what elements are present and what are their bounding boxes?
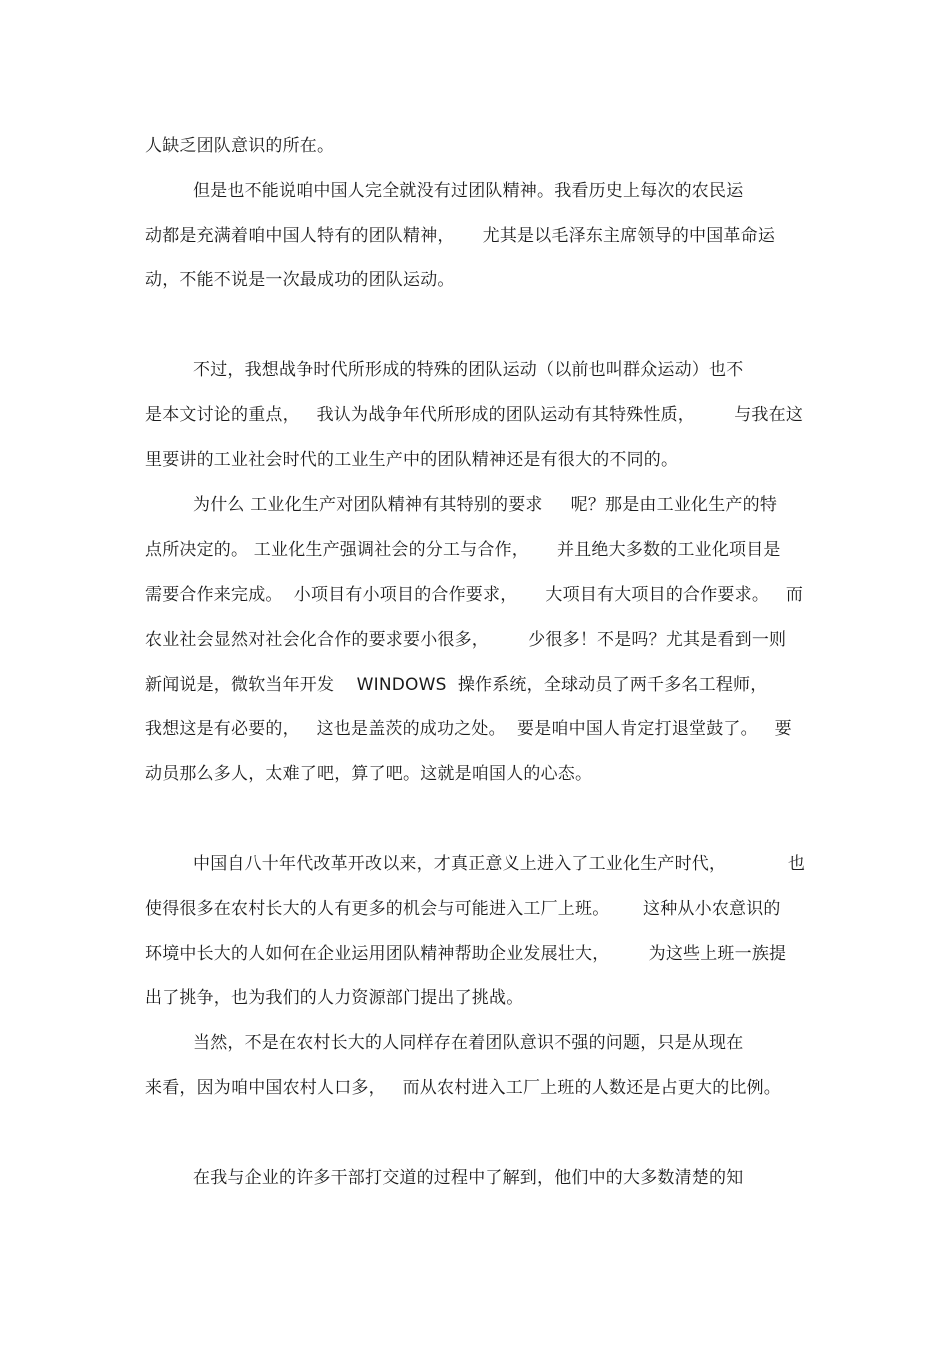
text-line: 使得很多在农村长大的人有更多的机会与可能进入工厂上班。 这种从小农意识的 xyxy=(145,899,781,919)
text-line: 但是也不能说咱中国人完全就没有过团队精神。我看历史上每次的农民运 xyxy=(193,181,744,201)
text-line: 动都是充满着咱中国人特有的团队精神， 尤其是以毛泽东主席领导的中国革命运 xyxy=(145,226,776,246)
text-line: 农业社会显然对社会化合作的要求要小很多， 少很多！不是吗？尤其是看到一则 xyxy=(145,630,787,650)
text-line: 不过，我想战争时代所形成的特殊的团队运动（以前也叫群众运动）也不 xyxy=(193,360,744,380)
text-line: 动员那么多人，太难了吧，算了吧。这就是咱国人的心态。 xyxy=(145,764,593,784)
text-line: 里要讲的工业社会时代的工业生产中的团队精神还是有很大的不同的。 xyxy=(145,450,679,470)
text-line: 我想这是有必要的， 这也是盖茨的成功之处。 要是咱中国人肯定打退堂鼓了。 要 xyxy=(145,719,792,739)
text-line: 中国自八十年代改革开改以来，才真正意义上进入了工业化生产时代， 也 xyxy=(193,854,806,874)
text-line: 环境中长大的人如何在企业运用团队精神帮助企业发展壮大， 为这些上班一族提 xyxy=(145,944,787,964)
text-line: 点所决定的。 工业化生产强调社会的分工与合作， 并且绝大多数的工业化项目是 xyxy=(145,540,781,560)
text-line: 在我与企业的许多干部打交道的过程中了解到，他们中的大多数清楚的知 xyxy=(193,1168,744,1188)
text-line: 动，不能不说是一次最成功的团队运动。 xyxy=(145,270,455,290)
text-line: 出了挑争，也为我们的人力资源部门提出了挑战。 xyxy=(145,988,524,1008)
text-line: 人缺乏团队意识的所在。 xyxy=(145,136,335,156)
text-line: 为什么 工业化生产对团队精神有其特别的要求 呢？那是由工业化生产的特 xyxy=(193,495,778,515)
text-line: 来看，因为咱中国农村人口多， 而从农村进入工厂上班的人数还是占更大的比例。 xyxy=(145,1078,782,1098)
text-line: 新闻说是，微软当年开发 WINDOWS 操作系统，全球动员了两千多名工程师， xyxy=(145,675,768,695)
text-line: 是本文讨论的重点， 我认为战争年代所形成的团队运动有其特殊性质， 与我在这 xyxy=(145,405,804,425)
text-line: 需要合作来完成。 小项目有小项目的合作要求， 大项目有大项目的合作要求。 而 xyxy=(145,585,804,605)
text-line: 当然，不是在农村长大的人同样存在着团队意识不强的问题，只是从现在 xyxy=(193,1033,744,1053)
